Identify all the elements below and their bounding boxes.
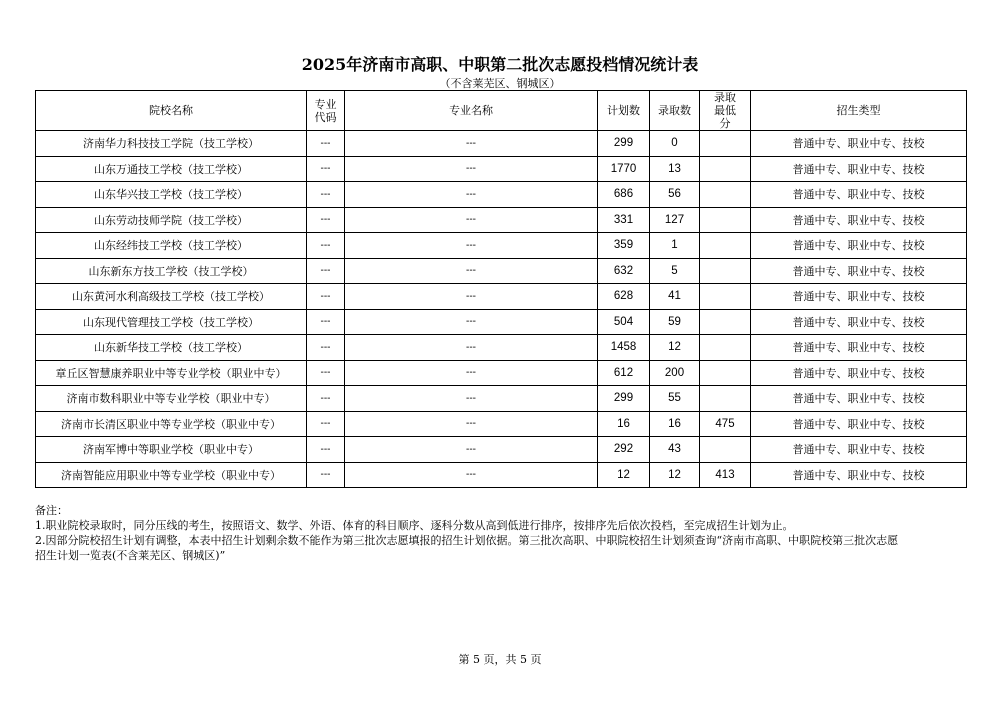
cell-major-code: ---: [307, 156, 345, 182]
cell-admitted: 127: [650, 207, 700, 233]
cell-major-code: ---: [307, 207, 345, 233]
admission-table: [35, 90, 967, 488]
cell-plan: 1770: [598, 156, 650, 182]
cell-min-score: [700, 386, 751, 412]
cell-min-score: [700, 360, 751, 386]
cell-type: 普通中专、职业中专、技校: [751, 284, 967, 310]
cell-plan: 686: [598, 182, 650, 208]
cell-min-score: [700, 437, 751, 463]
cell-major-code: ---: [307, 309, 345, 335]
cell-major-name: ---: [345, 335, 598, 361]
cell-admitted: 56: [650, 182, 700, 208]
notes-heading: 备注：: [35, 504, 68, 517]
cell-plan: 504: [598, 309, 650, 335]
cell-min-score: 413: [700, 462, 751, 488]
header-type: 招生类型: [751, 91, 967, 131]
cell-school: 济南军博中等职业学校（职业中专）: [36, 437, 307, 463]
cell-major-name: ---: [345, 156, 598, 182]
header-min-score: 录取最低分: [700, 91, 751, 131]
cell-major-code: ---: [307, 335, 345, 361]
cell-plan: 628: [598, 284, 650, 310]
table-row: [36, 309, 967, 335]
cell-admitted: 16: [650, 411, 700, 437]
cell-major-name: ---: [345, 258, 598, 284]
header-major-code: 专业代码: [307, 91, 345, 131]
cell-admitted: 41: [650, 284, 700, 310]
table-row: [36, 335, 967, 361]
cell-school: 山东华兴技工学校（技工学校）: [36, 182, 307, 208]
header-school: 院校名称: [36, 91, 307, 131]
table-header-row: [36, 91, 967, 131]
cell-school: 山东万通技工学校（技工学校）: [36, 156, 307, 182]
cell-major-name: ---: [345, 182, 598, 208]
table-row: [36, 462, 967, 488]
cell-min-score: [700, 335, 751, 361]
cell-type: 普通中专、职业中专、技校: [751, 309, 967, 335]
cell-type: 普通中专、职业中专、技校: [751, 462, 967, 488]
cell-major-code: ---: [307, 182, 345, 208]
cell-type: 普通中专、职业中专、技校: [751, 411, 967, 437]
table-row: [36, 207, 967, 233]
cell-major-code: ---: [307, 131, 345, 157]
cell-admitted: 55: [650, 386, 700, 412]
cell-major-name: ---: [345, 284, 598, 310]
cell-min-score: [700, 309, 751, 335]
cell-admitted: 13: [650, 156, 700, 182]
cell-type: 普通中专、职业中专、技校: [751, 131, 967, 157]
cell-admitted: 0: [650, 131, 700, 157]
cell-major-code: ---: [307, 360, 345, 386]
cell-school: 山东劳动技师学院（技工学校）: [36, 207, 307, 233]
cell-major-code: ---: [307, 462, 345, 488]
cell-type: 普通中专、职业中专、技校: [751, 335, 967, 361]
cell-plan: 612: [598, 360, 650, 386]
table-row: [36, 156, 967, 182]
notes: [35, 503, 970, 563]
cell-school: 济南市数科职业中等专业学校（职业中专）: [36, 386, 307, 412]
cell-school: 山东新华技工学校（技工学校）: [36, 335, 307, 361]
table-row: [36, 386, 967, 412]
cell-major-name: ---: [345, 207, 598, 233]
page-footer: 第 5 页，共 5 页: [458, 653, 542, 666]
cell-admitted: 43: [650, 437, 700, 463]
table-row: [36, 284, 967, 310]
cell-admitted: 59: [650, 309, 700, 335]
note-line-2: 2.因部分院校招生计划有调整，本表中招生计划剩余数不能作为第三批次志愿填报的招生计划依据。第三批次高职、中职院校招生计划须查询“济南市高职、中职院校第三批次志愿: [35, 534, 899, 547]
cell-admitted: 12: [650, 335, 700, 361]
cell-major-name: ---: [345, 233, 598, 259]
cell-major-code: ---: [307, 233, 345, 259]
header-plan: 计划数: [598, 91, 650, 131]
table-row: [36, 437, 967, 463]
cell-major-name: ---: [345, 386, 598, 412]
page-title: 2025年济南市高职、中职第二批次志愿投档情况统计表: [301, 55, 699, 74]
cell-plan: 299: [598, 386, 650, 412]
cell-type: 普通中专、职业中专、技校: [751, 233, 967, 259]
table-row: [36, 258, 967, 284]
cell-admitted: 5: [650, 258, 700, 284]
header-admitted: 录取数: [650, 91, 700, 131]
cell-type: 普通中专、职业中专、技校: [751, 386, 967, 412]
cell-school: 山东黄河水利高级技工学校（技工学校）: [36, 284, 307, 310]
cell-min-score: [700, 156, 751, 182]
table-body: [36, 131, 967, 488]
cell-major-name: ---: [345, 360, 598, 386]
cell-type: 普通中专、职业中专、技校: [751, 360, 967, 386]
cell-major-code: ---: [307, 437, 345, 463]
cell-major-code: ---: [307, 386, 345, 412]
cell-type: 普通中专、职业中专、技校: [751, 437, 967, 463]
table-row: [36, 131, 967, 157]
cell-major-name: ---: [345, 437, 598, 463]
cell-school: 山东现代管理技工学校（技工学校）: [36, 309, 307, 335]
cell-major-name: ---: [345, 462, 598, 488]
table-row: [36, 411, 967, 437]
header-major-name: 专业名称: [345, 91, 598, 131]
cell-school: 章丘区智慧康养职业中等专业学校（职业中专）: [36, 360, 307, 386]
cell-plan: 16: [598, 411, 650, 437]
cell-min-score: [700, 258, 751, 284]
cell-major-name: ---: [345, 411, 598, 437]
table-row: [36, 233, 967, 259]
cell-type: 普通中专、职业中专、技校: [751, 182, 967, 208]
cell-min-score: 475: [700, 411, 751, 437]
cell-plan: 292: [598, 437, 650, 463]
cell-plan: 299: [598, 131, 650, 157]
cell-school: 山东新东方技工学校（技工学校）: [36, 258, 307, 284]
cell-admitted: 12: [650, 462, 700, 488]
note-line-3: 招生计划一览表(不含莱芜区、钢城区)”: [35, 549, 226, 562]
cell-type: 普通中专、职业中专、技校: [751, 156, 967, 182]
table-row: [36, 182, 967, 208]
cell-min-score: [700, 233, 751, 259]
cell-plan: 359: [598, 233, 650, 259]
cell-min-score: [700, 207, 751, 233]
cell-school: 济南市长清区职业中等专业学校（职业中专）: [36, 411, 307, 437]
cell-plan: 632: [598, 258, 650, 284]
cell-major-name: ---: [345, 309, 598, 335]
table-row: [36, 360, 967, 386]
cell-school: 济南智能应用职业中等专业学校（职业中专）: [36, 462, 307, 488]
cell-min-score: [700, 182, 751, 208]
cell-min-score: [700, 284, 751, 310]
note-line-1: 1.职业院校录取时，同分压线的考生，按照语文、数学、外语、体育的科目顺序、逐科分数从高到低进行排序，按排序先后依次投档，至完成招生计划为止。: [35, 519, 794, 532]
cell-school: 山东经纬技工学校（技工学校）: [36, 233, 307, 259]
cell-admitted: 200: [650, 360, 700, 386]
page-subtitle: （不含莱芜区、钢城区）: [439, 77, 561, 90]
cell-plan: 331: [598, 207, 650, 233]
cell-school: 济南华力科技技工学院（技工学校）: [36, 131, 307, 157]
cell-admitted: 1: [650, 233, 700, 259]
cell-major-code: ---: [307, 411, 345, 437]
cell-min-score: [700, 131, 751, 157]
cell-type: 普通中专、职业中专、技校: [751, 258, 967, 284]
cell-major-code: ---: [307, 284, 345, 310]
cell-plan: 1458: [598, 335, 650, 361]
cell-major-code: ---: [307, 258, 345, 284]
cell-type: 普通中专、职业中专、技校: [751, 207, 967, 233]
cell-plan: 12: [598, 462, 650, 488]
cell-major-name: ---: [345, 131, 598, 157]
